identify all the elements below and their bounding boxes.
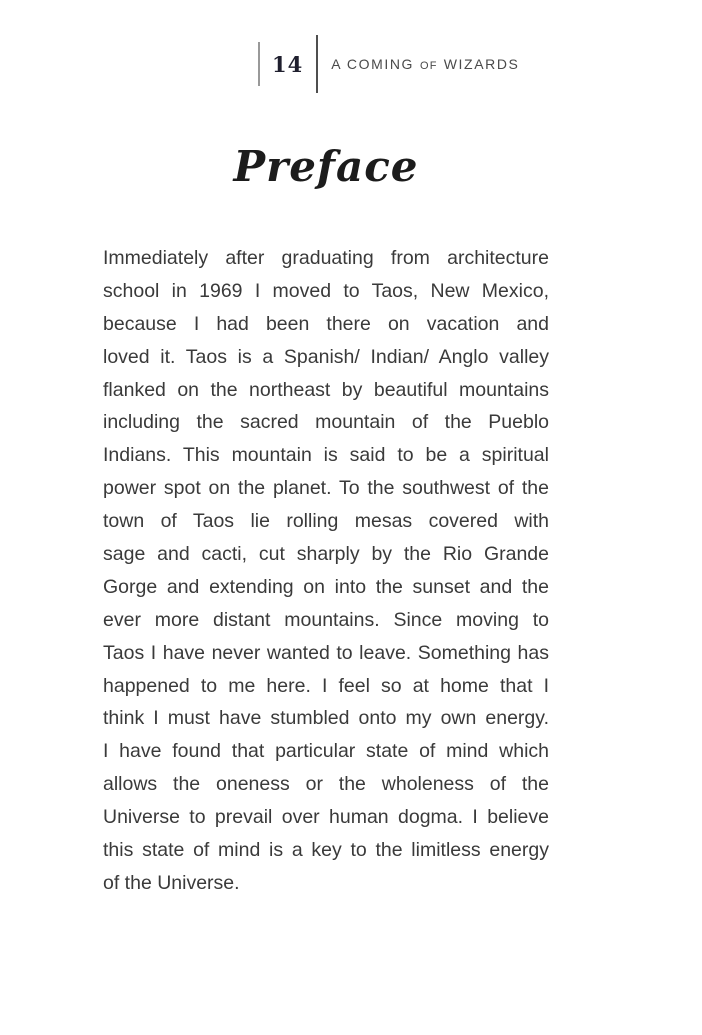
body-line: power spot on the planet. To the southwest of the [103, 477, 549, 500]
running-title-part-2: OF [420, 60, 438, 72]
body-line: think I must have stumbled onto my own energy. [103, 707, 549, 730]
body-line: allows the oneness or the wholeness of the [103, 773, 549, 796]
header-rule-right [316, 35, 318, 93]
body-line: I have found that particular state of mind which [103, 740, 549, 763]
chapter-title: Preface [233, 142, 419, 191]
body-line: this state of mind is a key to the limitless energy [103, 839, 549, 862]
body-line: loved it. Taos is a Spanish/ Indian/ Anglo valley [103, 345, 549, 368]
body-line: town of Taos lie rolling mesas covered with [103, 510, 549, 533]
body-paragraph [103, 242, 549, 900]
body-line: of the Universe. [103, 871, 240, 894]
page-number: 14 [272, 51, 304, 77]
body-line: sage and cacti, cut sharply by the Rio Grande [103, 543, 549, 566]
page-header [258, 33, 520, 95]
body-line: flanked on the northeast by beautiful mountains [103, 378, 549, 401]
body-line: ever more distant mountains. Since moving to [103, 608, 549, 631]
running-title [331, 56, 519, 72]
body-line: Universe to prevail over human dogma. I believe [103, 806, 549, 829]
body-line: Taos I have never wanted to leave. Something has [103, 641, 549, 664]
body-line: because I had been there on vacation and [103, 312, 549, 335]
body-line: Indians. This mountain is said to be a spiritual [103, 444, 549, 467]
running-title-part-3: WIZARDS [443, 56, 520, 72]
body-line: Gorge and extending on into the sunset and the [103, 575, 549, 598]
body-line: including the sacred mountain of the Pueblo [103, 411, 549, 434]
body-line: school in 1969 I moved to Taos, New Mexico, [103, 279, 549, 302]
body-line: Immediately after graduating from architecture [103, 247, 549, 269]
running-title-part-1: A COMING [331, 56, 415, 72]
body-line: happened to me here. I feel so at home that I [103, 674, 549, 697]
